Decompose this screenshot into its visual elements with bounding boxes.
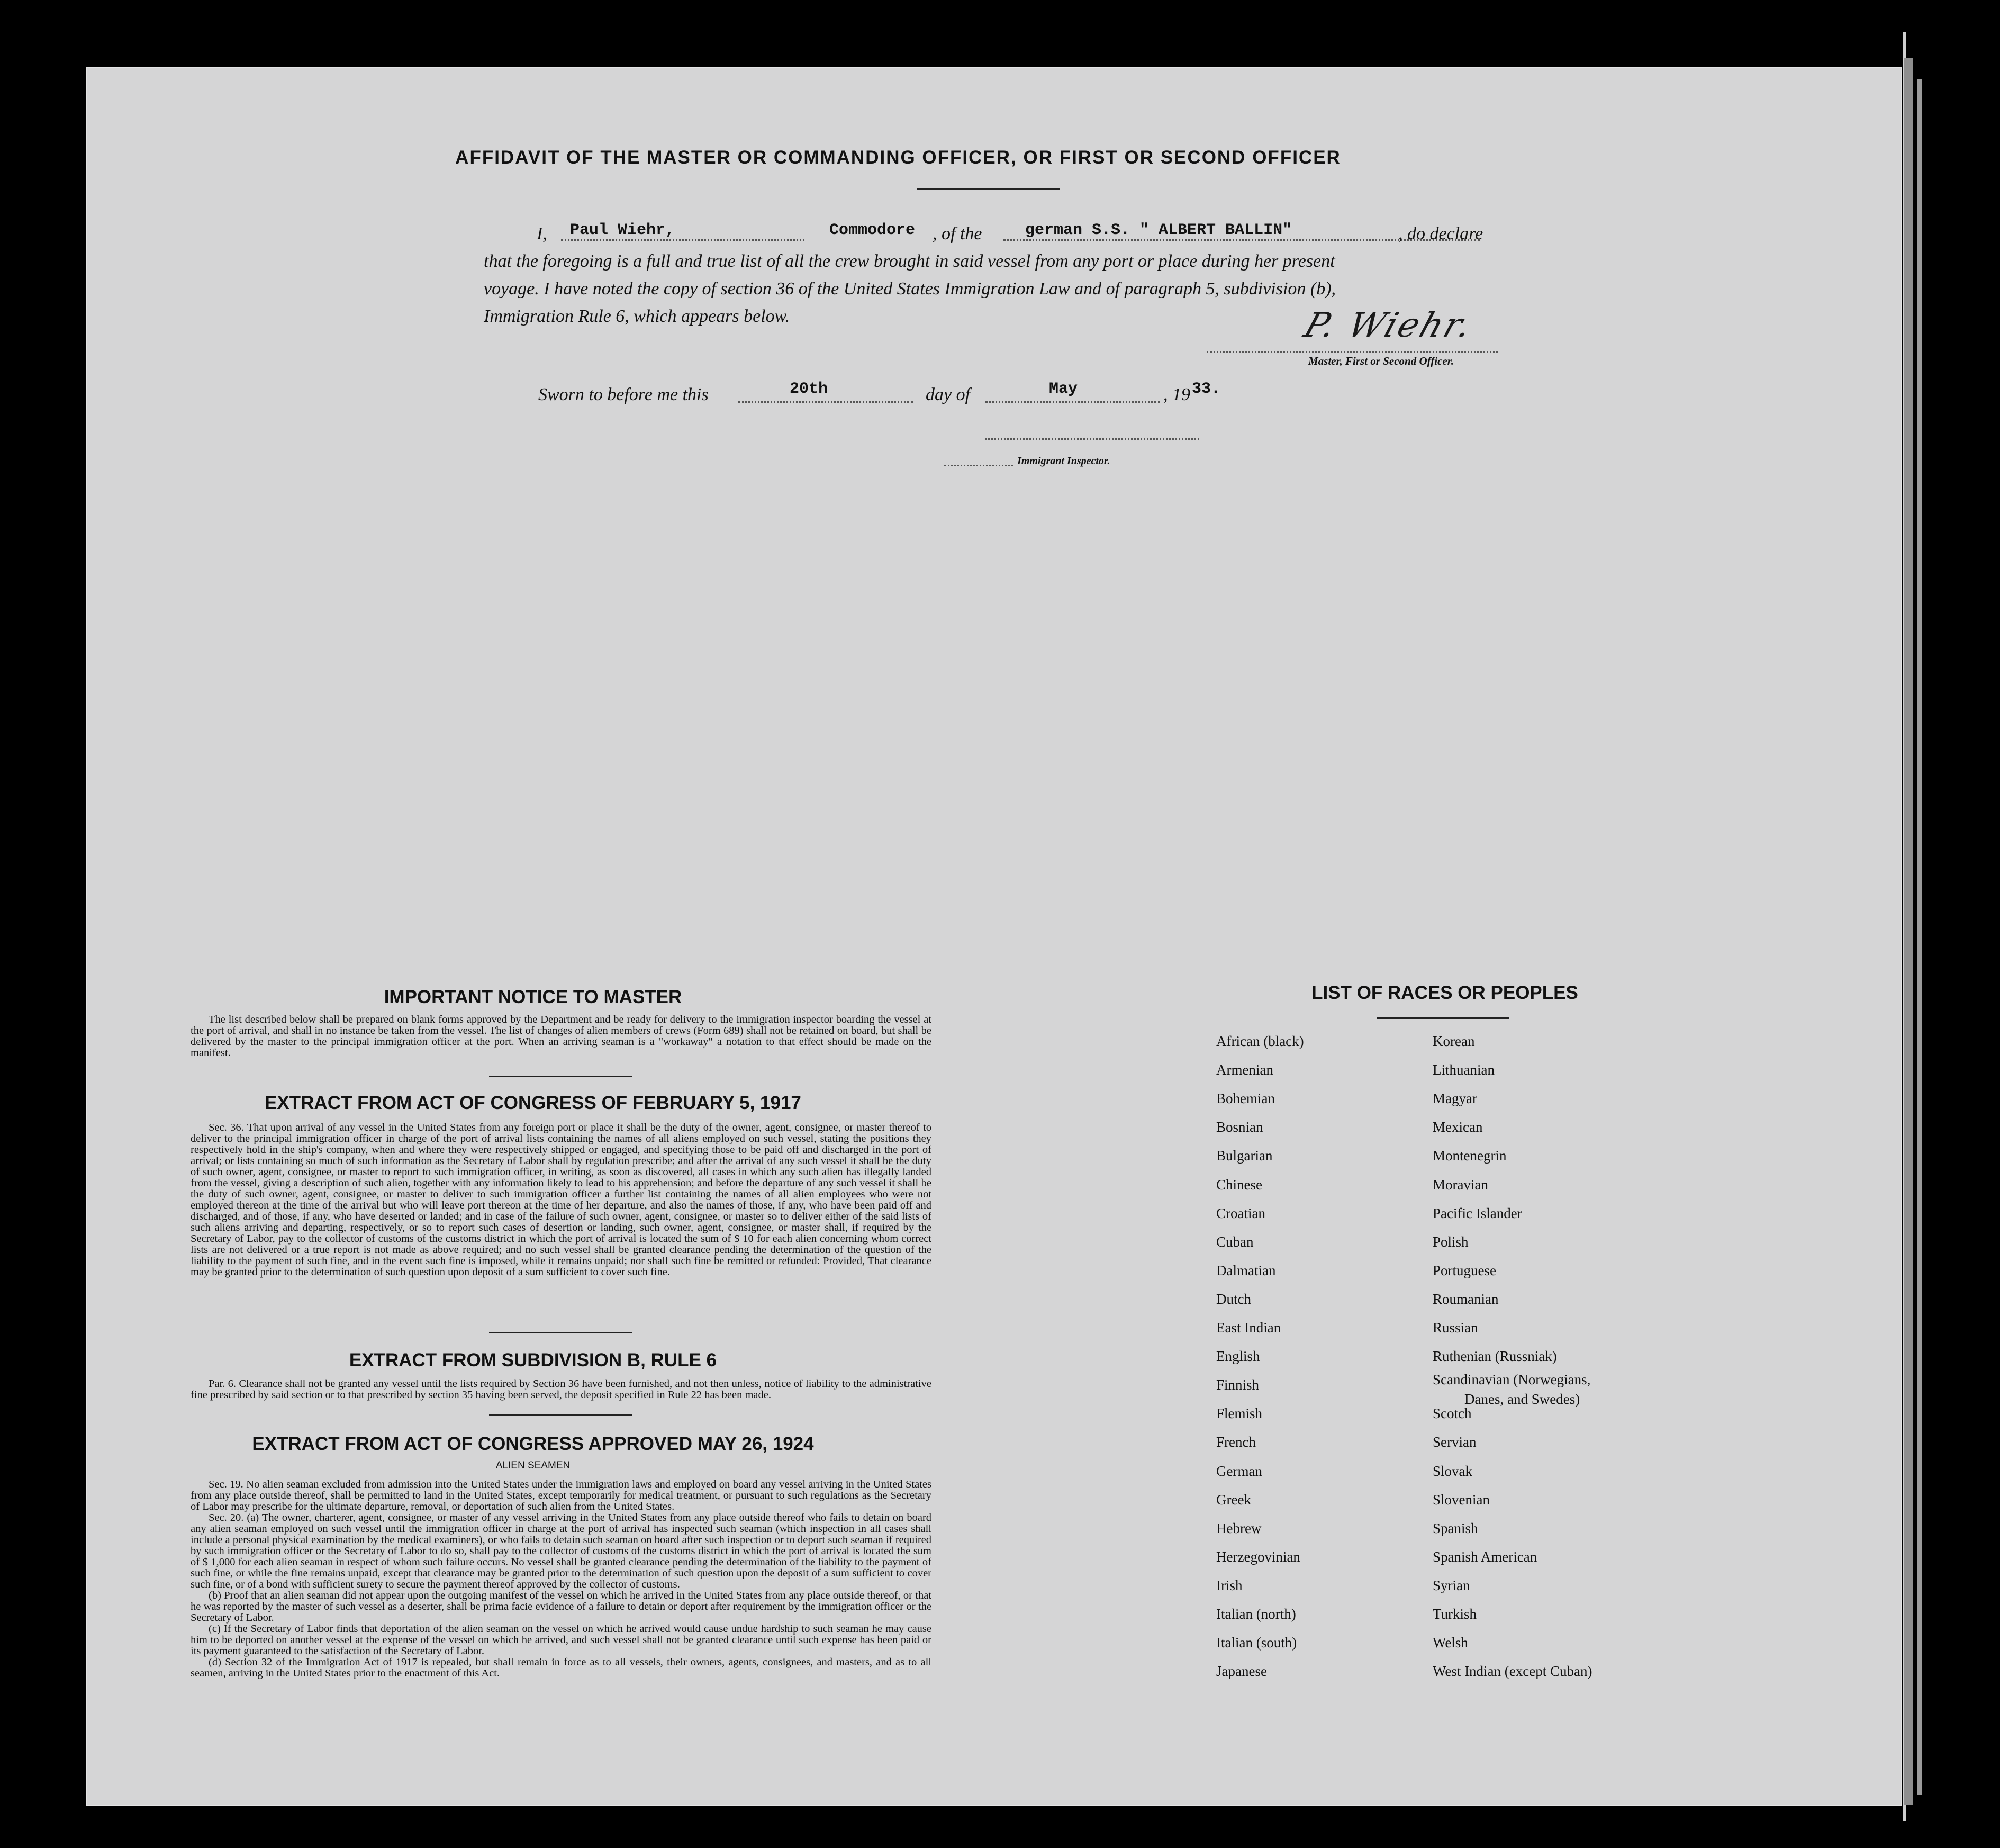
day-field-line bbox=[738, 401, 913, 403]
race-item: English bbox=[1216, 1348, 1260, 1365]
race-item: Greek bbox=[1216, 1491, 1251, 1508]
race-item: Montenegrin bbox=[1433, 1148, 1507, 1164]
race-item: Armenian bbox=[1216, 1062, 1273, 1078]
race-item: Italian (north) bbox=[1216, 1606, 1296, 1622]
page-edge bbox=[1904, 58, 1913, 1805]
extract-1924-subtitle: ALIEN SEAMEN bbox=[495, 1460, 571, 1471]
extract-1924-body bbox=[191, 1479, 931, 1679]
notice-title: IMPORTANT NOTICE TO MASTER bbox=[384, 987, 682, 1007]
notice-body: The list described below shall be prepared on blank forms approved by the Department and be ready for delivery to the immigration inspector boarding the vessel at the port of arrival, and shall in no instance be taken from the vessel. The list of changes of alien members of crews (Form 689) shall not be retained on board, but shall be delivered by the master to the principal immigration officer at the port. When an arriving seaman is a "workaway" a notation to that effect should be made on the manifest. bbox=[191, 1014, 931, 1059]
race-item: Pacific Islander bbox=[1433, 1205, 1522, 1221]
race-item: Herzegovinian bbox=[1216, 1548, 1300, 1565]
do-declare-text: , do declare bbox=[1398, 224, 1483, 244]
inspector-signature-line bbox=[985, 438, 1199, 440]
affidavit-line-4: Immigration Rule 6, which appears below. bbox=[484, 307, 790, 326]
race-item: Bohemian bbox=[1216, 1090, 1275, 1107]
master-rank: Commodore bbox=[829, 221, 916, 239]
sworn-prefix: Sworn to before me this bbox=[538, 385, 709, 404]
race-item: Chinese bbox=[1216, 1176, 1262, 1193]
race-item: Spanish bbox=[1433, 1520, 1478, 1536]
race-item: Dutch bbox=[1216, 1291, 1251, 1307]
race-item: Slovak bbox=[1433, 1463, 1473, 1479]
races-title: LIST OF RACES OR PEOPLES bbox=[1311, 982, 1578, 1003]
sworn-day: 20th bbox=[790, 380, 828, 398]
name-field-line bbox=[561, 239, 804, 241]
extract-rule6-title: EXTRACT FROM SUBDIVISION B, RULE 6 bbox=[349, 1350, 717, 1371]
race-item: Magyar bbox=[1433, 1090, 1477, 1107]
race-item: Lithuanian bbox=[1433, 1062, 1495, 1078]
race-item: Russian bbox=[1433, 1320, 1478, 1336]
race-item: Mexican bbox=[1433, 1119, 1483, 1135]
race-item: German bbox=[1216, 1463, 1262, 1479]
race-item: French bbox=[1216, 1434, 1256, 1450]
race-item: East Indian bbox=[1216, 1320, 1281, 1336]
race-item: Servian bbox=[1433, 1434, 1477, 1450]
sec20d-text: (d) Section 32 of the Immigration Act of 1917 is repealed, but shall remain in force as to all vessels, their owners, agents, consignees, and masters, and as to all seamen, arriving in the United States prior to the enactment of this Act. bbox=[191, 1656, 931, 1679]
race-item: Dalmatian bbox=[1216, 1262, 1276, 1278]
affidavit-title: AFFIDAVIT OF THE MASTER OR COMMANDING OFFICER, OR FIRST OR SECOND OFFICER bbox=[455, 147, 1341, 168]
race-item: Japanese bbox=[1216, 1663, 1267, 1680]
affidavit-pronoun: I, bbox=[537, 224, 547, 244]
sec20a-text: Sec. 20. (a) The owner, charterer, agent, consignee, or master of any vessel arriving in the United States from any place outside thereof who fails to detain on board any alien seaman employed on such vessel until the immigration officer in charge at the port of arrival has inspected such seaman (which inspection in all cases shall include a personal physical examination by the medical examiners), or who fails to detain such seaman on board after such inspection or to deport such seaman if required by such immigration officer or the Secretary of Labor to do so, shall pay to the collector of customs of the customs district in which the port of arrival is located the sum of $ 1,000 for each alien seaman in respect of whom such failure occurs. No vessel shall be granted clearance pending the determination of the liability to the payment of such fine, or while the fine remains unpaid, except that clearance may be granted prior to the determination of such question upon the deposit of a sum sufficient to cover such fine, or of a bond with sufficient surety to secure the payment thereof approved by the collector of customs. bbox=[191, 1512, 931, 1590]
section-divider bbox=[489, 1332, 632, 1333]
race-item: Hebrew bbox=[1216, 1520, 1262, 1536]
signature-label: Master, First or Second Officer. bbox=[1308, 355, 1454, 367]
race-item: Polish bbox=[1433, 1233, 1469, 1250]
sec20c-text: (c) If the Secretary of Labor finds that deportation of the alien seaman on the vessel on which he arrived would cause undue hardship to such seaman he may cause him to be deported on another vessel at the expense of the vessel on which he arrived, and such vessel shall not be granted clearance until such expense has been paid or its payment guaranteed to the satisfaction of the Secretary of Labor. bbox=[191, 1623, 931, 1657]
race-item: Spanish American bbox=[1433, 1548, 1537, 1565]
master-name: Paul Wiehr, bbox=[570, 221, 675, 239]
year-prefix: , 19 bbox=[1163, 385, 1190, 404]
extract-1917-body: Sec. 36. That upon arrival of any vessel in the United States from any foreign port or place it shall be the duty of the owner, agent, consignee, or master thereof to deliver to the principal immigration officer in charge of the port of arrival lists containing the names of all aliens employed on such vessel, stating the positions they respectively hold in the ship's company, when and where they were respectively shipped or engaged, and specifying those to be paid off and discharged in the port of arrival; or lists containing so much of such information as the Secretary of Labor shall by regulation prescribe; and after the arrival of any such vessel it shall be the duty of such owner, agent, consignee, or master to report to such immigration officer, in writing, as soon as discovered, all cases in which any such alien has illegally landed from the vessel, giving a description of such alien, together with any information likely to lead to his apprehension; and before the departure of any such vessel it shall be the duty of such owner, agent, consignee, or master to deliver to such immigration officer a further list containing the names of all alien employees who were not employed thereon at the time of the arrival but who will leave port thereon at the time of her departure, and also the names of those, if any, who have been paid off and discharged, and of those, if any, who have deserted or landed; and in case of the failure of such owner, agent, consignee, or master so to deliver either of the said lists of such aliens arriving and departing, respectively, or so to report such cases of desertion or landing, such owner, agent, consignee, or master shall, if required by the Secretary of Labor, pay to the collector of customs of the customs district in which the port of arrival is located the sum of $ 10 for each alien concerning whom correct lists are not delivered or a true report is not made as above required; and no such vessel shall be granted clearance pending the determination of the question of the liability to the payment of such fine, and in the event such fine is imposed, while it remains unpaid; nor shall such fine be remitted or refunded: Provided, That clearance may be granted prior to the determination of such question upon deposit of a sum sufficient to cover such fine. bbox=[191, 1122, 931, 1278]
race-item: Syrian bbox=[1433, 1577, 1470, 1593]
section-divider bbox=[489, 1414, 632, 1416]
section-divider bbox=[489, 1076, 632, 1077]
race-item: Bosnian bbox=[1216, 1119, 1263, 1135]
extract-1917-title: EXTRACT FROM ACT OF CONGRESS OF FEBRUARY 5, 1917 bbox=[265, 1093, 801, 1113]
title-divider bbox=[917, 188, 1060, 190]
race-item: African (black) bbox=[1216, 1033, 1304, 1049]
race-item: Korean bbox=[1433, 1033, 1475, 1049]
inspector-label-line bbox=[944, 465, 1013, 466]
signature-line bbox=[1207, 351, 1498, 353]
document-page bbox=[86, 67, 1902, 1806]
race-item: Italian (south) bbox=[1216, 1635, 1297, 1651]
page-edge bbox=[1917, 79, 1922, 1795]
race-item-continuation: Danes, and Swedes) bbox=[1464, 1391, 1580, 1408]
race-item: Scandinavian (Norwegians, bbox=[1433, 1372, 1591, 1388]
race-item: Finnish bbox=[1216, 1377, 1260, 1393]
races-divider bbox=[1377, 1017, 1509, 1019]
sec19-text: Sec. 19. No alien seaman excluded from admission into the United States under the immigration laws and employed on board any vessel arriving in the United States from any place outside thereof, shall be permitted to land in the United States, except temporarily for medical treatment, or pursuant to such regulations as the Secretary of Labor may prescribe for the ultimate departure, removal, or deportation of such alien from the United States. bbox=[191, 1479, 931, 1512]
of-the-text: , of the bbox=[933, 224, 982, 244]
sworn-year: 33. bbox=[1192, 380, 1221, 398]
race-item: Roumanian bbox=[1433, 1291, 1499, 1307]
race-item: Flemish bbox=[1216, 1405, 1263, 1422]
race-item: Irish bbox=[1216, 1577, 1243, 1593]
race-item: Moravian bbox=[1433, 1176, 1488, 1193]
race-item: Scotch bbox=[1433, 1405, 1472, 1422]
race-item: Cuban bbox=[1216, 1233, 1254, 1250]
race-item: Portuguese bbox=[1433, 1262, 1496, 1278]
extract-rule6-body: Par. 6. Clearance shall not be granted any vessel until the lists required by Section 36 have been furnished, and not then unless, notice of liability to the administrative fine prescribed by said section or to that prescribed by section 35 having been served, the deposit specified in Rule 22 has been made. bbox=[191, 1378, 931, 1401]
inspector-label: Immigrant Inspector. bbox=[1017, 455, 1110, 467]
day-of-text: day of bbox=[926, 385, 971, 404]
affidavit-line-3: voyage. I have noted the copy of section 36 of the United States Immigration Law and of paragraph 5, subdivision (b), bbox=[484, 279, 1336, 299]
race-item: Welsh bbox=[1433, 1635, 1468, 1651]
race-item: Turkish bbox=[1433, 1606, 1477, 1622]
vessel-name: german S.S. " ALBERT BALLIN" bbox=[1025, 221, 1292, 239]
sworn-month: May bbox=[1049, 380, 1078, 398]
affidavit-line-2: that the foregoing is a full and true list of all the crew brought in said vessel from any port or place during her present bbox=[484, 251, 1335, 271]
sec20b-text: (b) Proof that an alien seaman did not appear upon the outgoing manifest of the vessel on which he arrived in the United States from any place outside thereof, or that he was reported by the master of such vessel as a deserter, shall be prima facie evidence of a failure to detain or deport after requirement by the immigration officer or the Secretary of Labor. bbox=[191, 1590, 931, 1624]
extract-1924-title: EXTRACT FROM ACT OF CONGRESS APPROVED MAY 26, 1924 bbox=[252, 1434, 814, 1454]
month-field-line bbox=[985, 401, 1160, 403]
race-item: West Indian (except Cuban) bbox=[1433, 1663, 1592, 1680]
race-item: Croatian bbox=[1216, 1205, 1265, 1221]
race-item: Bulgarian bbox=[1216, 1148, 1273, 1164]
race-item: Slovenian bbox=[1433, 1491, 1490, 1508]
race-item: Ruthenian (Russniak) bbox=[1433, 1348, 1557, 1365]
master-signature: P. Wiehr. bbox=[1299, 306, 1479, 345]
